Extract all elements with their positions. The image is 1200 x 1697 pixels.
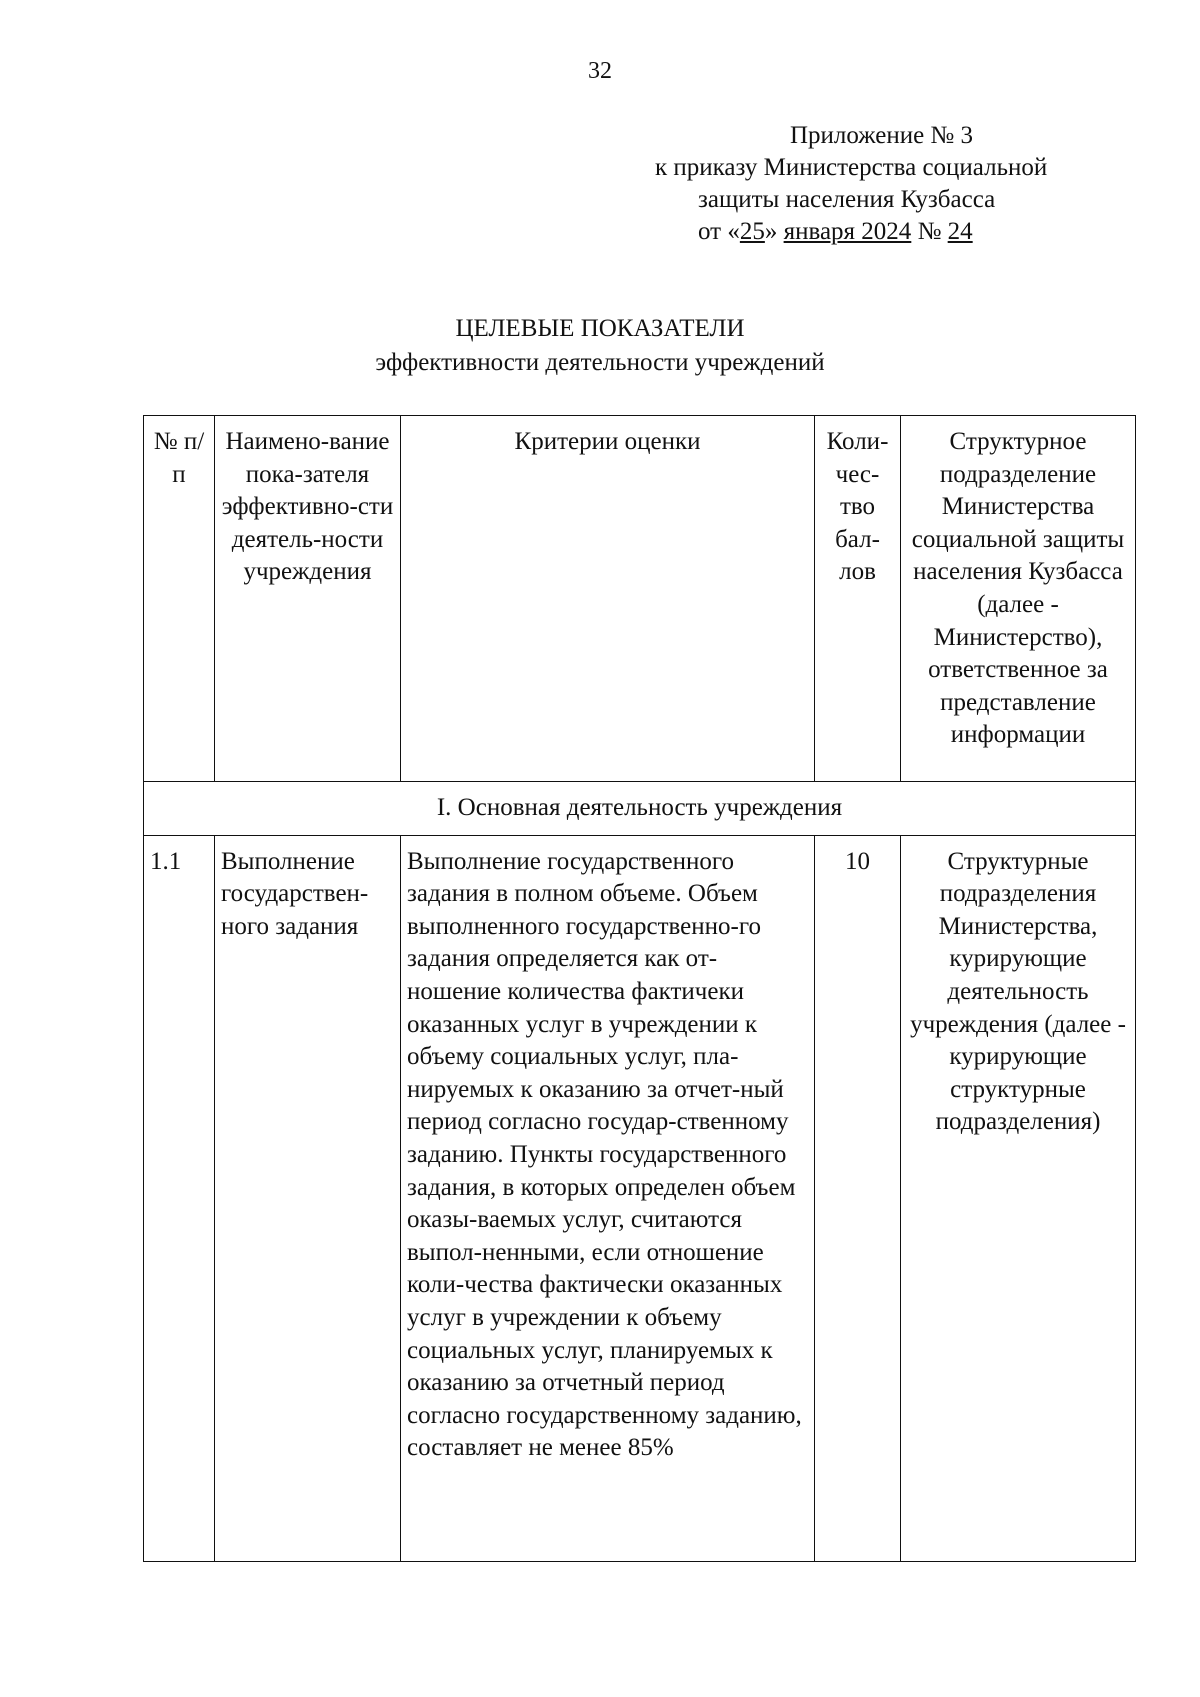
appendix-ministry-line: защиты населения Кузбасса	[698, 186, 996, 213]
header-num: № п/п	[144, 416, 215, 782]
title-main: ЦЕЛЕВЫЕ ПОКАЗАТЕЛИ	[455, 315, 745, 342]
appendix-title: Приложение № 3	[790, 122, 974, 149]
number-prefix: №	[911, 218, 948, 245]
header-name: Наимено-вание пока-зателя эффективно-сти деятель-ности учреждения	[215, 416, 401, 782]
table-row	[144, 835, 1136, 1561]
date-day: 25	[739, 218, 765, 245]
row-points: 10	[815, 835, 901, 1561]
row-criteria: Выполнение государственного задания в полном объеме. Объем выполненного государственно-го задания определяется как от-ношение количества фактичеки оказанных услуг в учреждении к объему социальных услуг, пла-нируемых к оказанию за отчет-ный период согласно государ-ственному заданию. Пункты государственного задания, в которых определен объем оказы-ваемых услуг, считаются выпол-ненными, если отношение коли-чества фактически оказанных услуг в учреждении к объему социальных услуг, планируемых к оказанию за отчетный период согласно государственному заданию, составляет не менее 85%	[401, 835, 815, 1561]
appendix-order-line: к приказу Министерства социальной	[655, 154, 1048, 181]
section-row	[144, 782, 1136, 836]
date-month-year: января 2024	[783, 218, 912, 245]
row-department: Структурные подразделения Министерства, курирующие деятельность учреждения (далее - курирующие структурные подразделения)	[901, 835, 1136, 1561]
date-prefix: от «	[698, 218, 740, 245]
appendix-date-line	[560, 216, 1140, 248]
row-num: 1.1	[144, 835, 215, 1561]
page-number: 32	[588, 58, 612, 84]
title-sub: эффективности деятельности учреждений	[375, 349, 825, 376]
document-title	[0, 312, 1200, 380]
table-header-row	[144, 416, 1136, 782]
date-mid: »	[764, 218, 784, 245]
header-department: Структурное подразделение Министерства социальной защиты населения Кузбасса (далее - Министерство), ответственное за представление информации	[901, 416, 1136, 782]
row-name: Выполнение государствен-ного задания	[215, 835, 401, 1561]
indicators-table	[143, 415, 1136, 1562]
header-points: Коли-чес-тво бал-лов	[815, 416, 901, 782]
order-number: 24	[947, 218, 973, 245]
section-title: I. Основная деятельность учреждения	[144, 782, 1136, 836]
header-criteria: Критерии оценки	[401, 416, 815, 782]
appendix-block	[560, 120, 1140, 248]
